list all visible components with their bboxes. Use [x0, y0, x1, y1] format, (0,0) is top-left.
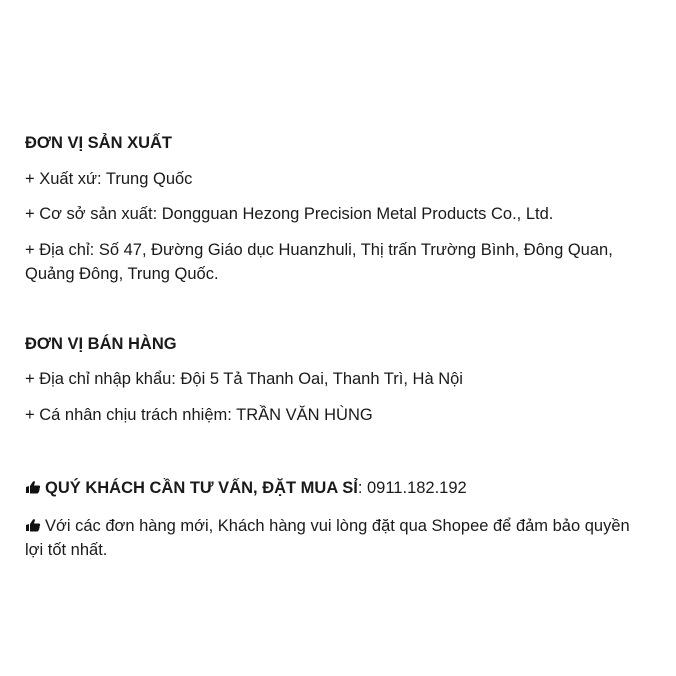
- address-line-1: + Địa chỉ: Số 47, Đường Giáo dục Huanzhuli, Thị trấn Trường Bình, Đông Quan,: [25, 241, 613, 259]
- address-line-2: Quảng Đông, Trung Quốc.: [25, 265, 219, 283]
- phone-number: 0911.182.192: [367, 479, 467, 497]
- facility-text: + Cơ sở sản xuất: Dongguan Hezong Precision Metal Products Co., Ltd.: [25, 205, 554, 223]
- responsible-person-text: + Cá nhân chịu trách nhiệm: TRẦN VĂN HÙNG: [25, 406, 373, 424]
- shopee-note-text: Với các đơn hàng mới, Khách hàng vui lòng đặt qua Shopee để đảm bảo quyền: [45, 517, 630, 535]
- wholesale-label: QUÝ KHÁCH CẦN TƯ VẤN, ĐẶT MUA SỈ: [45, 479, 358, 497]
- import-address-text: + Địa chỉ nhập khẩu: Đội 5 Tả Thanh Oai, Thanh Trì, Hà Nội: [25, 370, 463, 388]
- pointing-hand-icon: [25, 480, 41, 494]
- origin-text: + Xuất xứ: Trung Quốc: [25, 170, 193, 188]
- seller-heading: ĐƠN VỊ BÁN HÀNG: [25, 335, 177, 353]
- wholesale-separator: :: [357, 479, 367, 497]
- pointing-hand-icon: [25, 518, 41, 532]
- manufacturer-heading: ĐƠN VỊ SẢN XUẤT: [25, 134, 173, 152]
- wholesale-contact: [25, 476, 467, 500]
- shopee-note-line-1: [25, 514, 630, 538]
- shopee-note-line-2: lợi tốt nhất.: [25, 541, 108, 559]
